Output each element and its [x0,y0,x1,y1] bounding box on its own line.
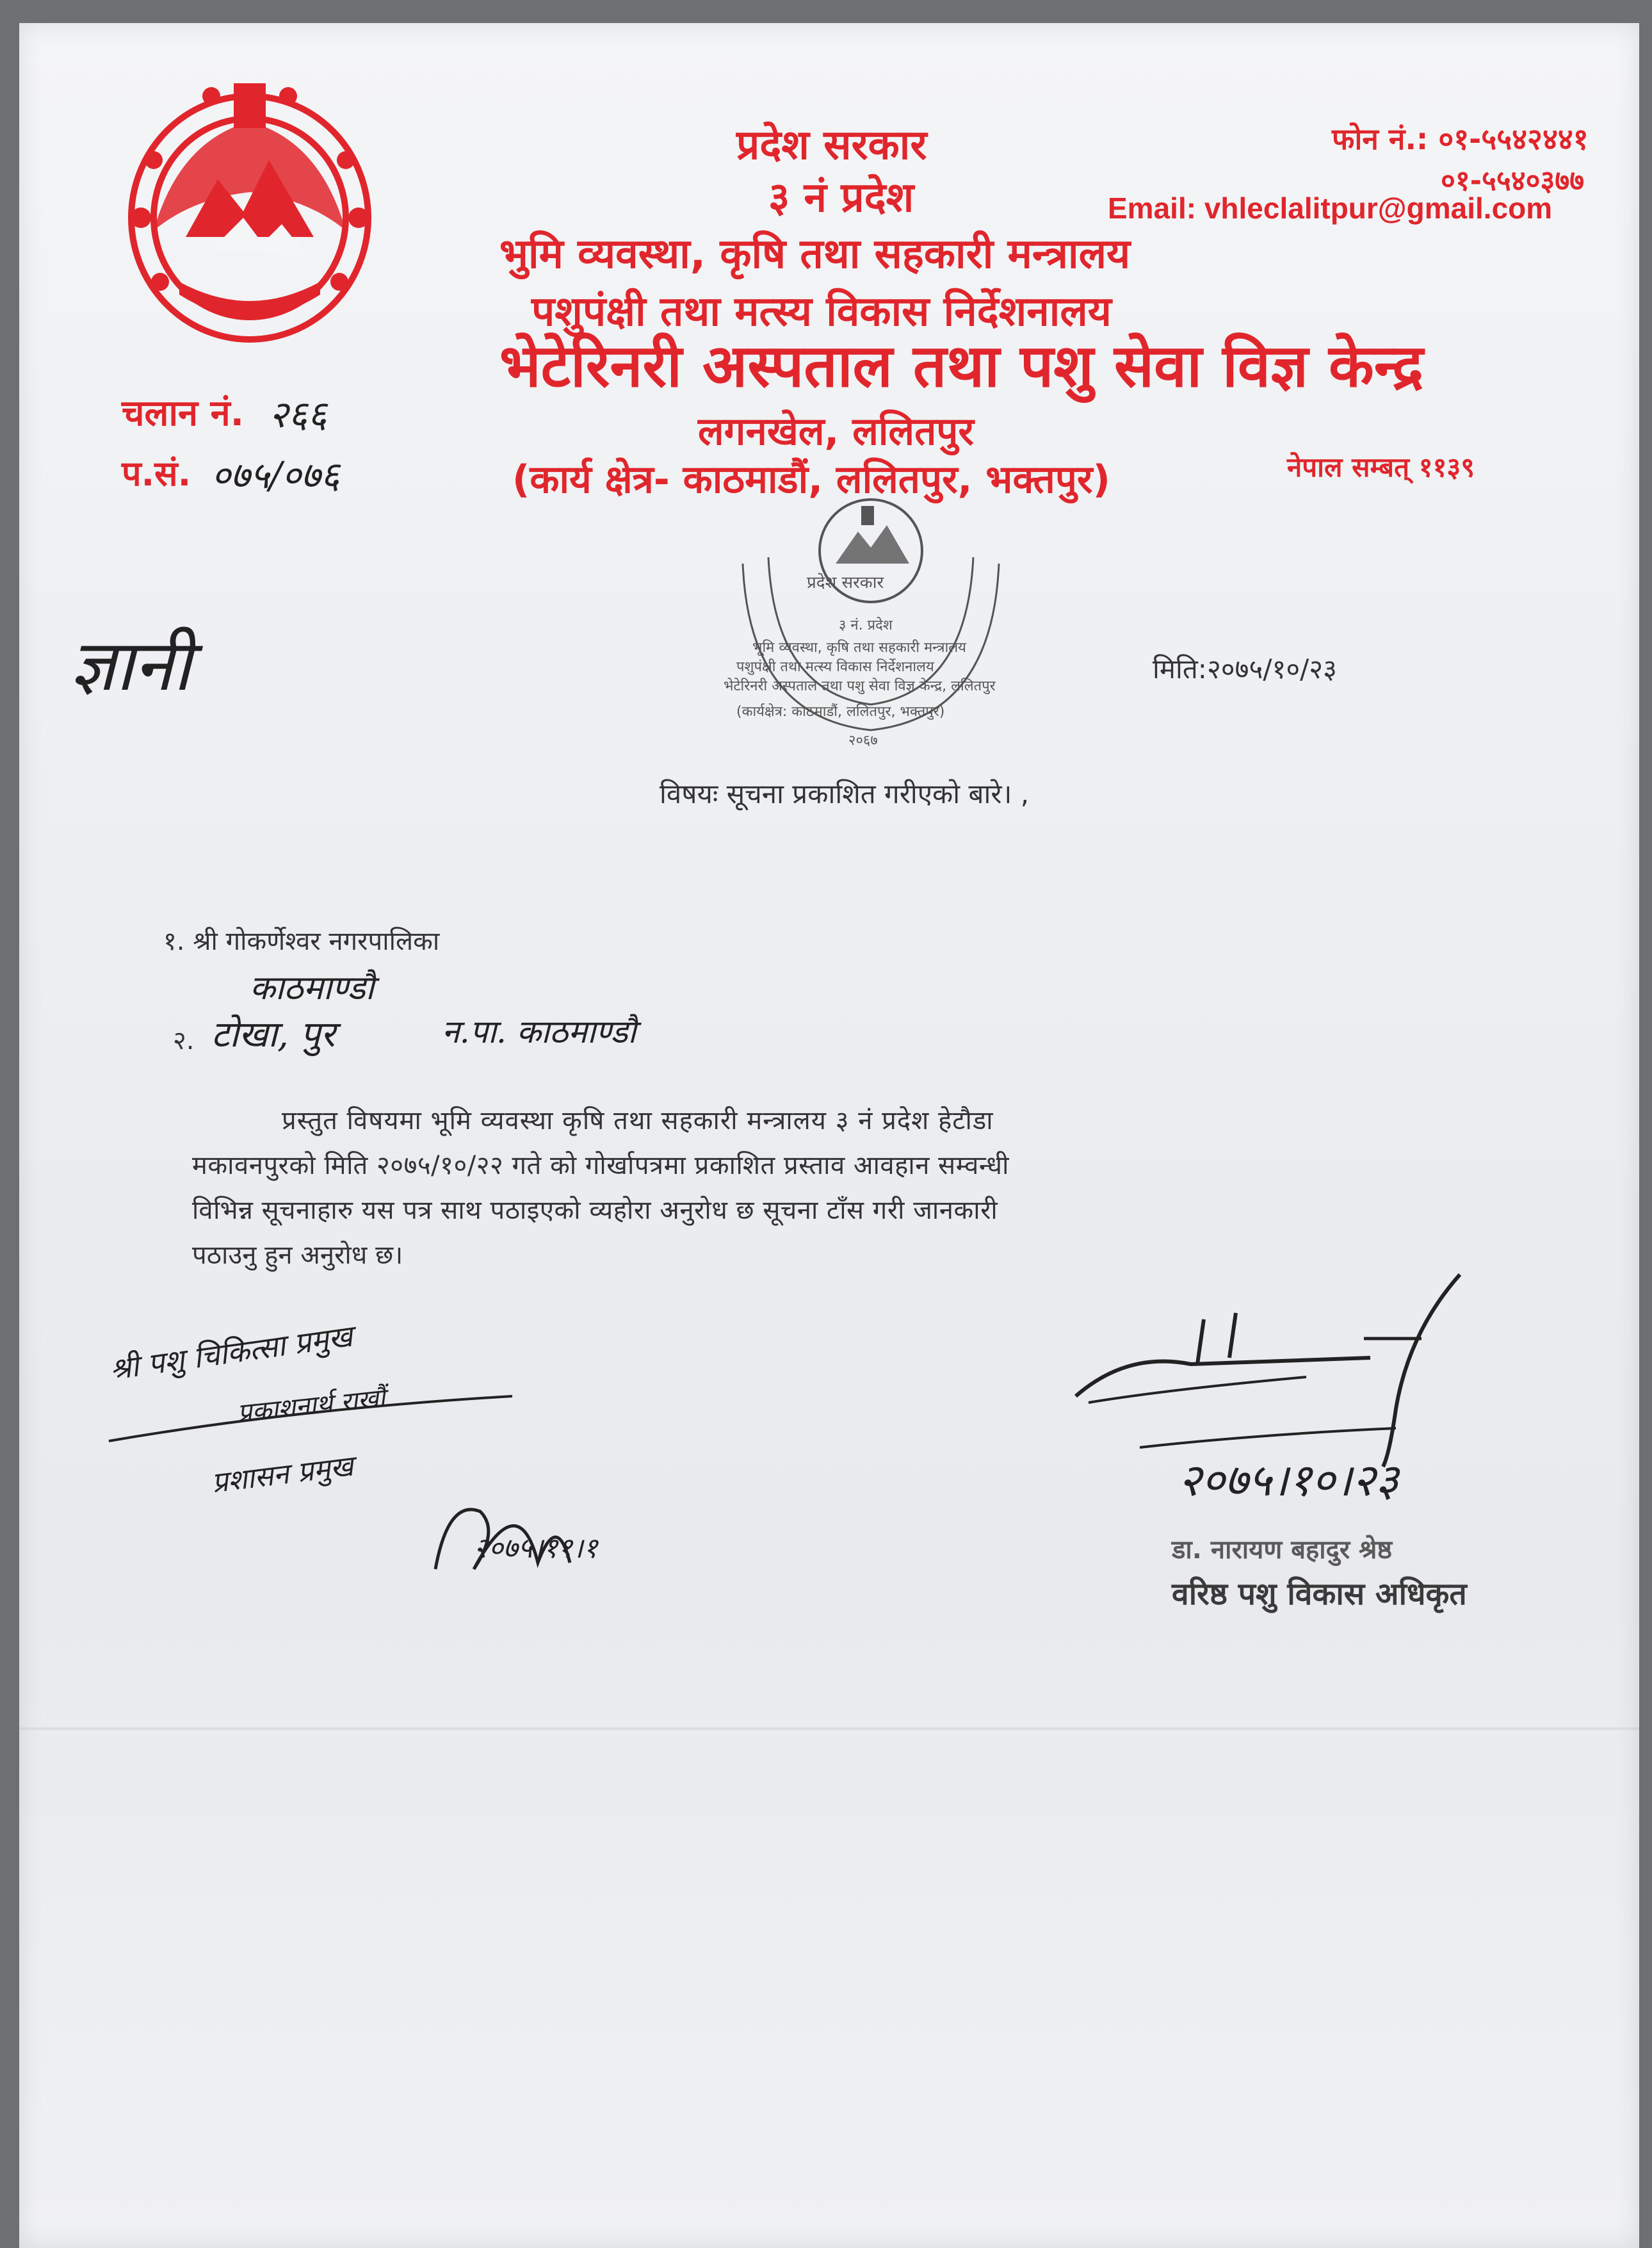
body-line-1: प्रस्तुत विषयमा भूमि व्यवस्था कृषि तथा सहकारी मन्त्रालय ३ नं प्रदेश हेटौडा [282,1106,994,1136]
signatory-title: वरिष्ठ पशु विकास अधिकृत [1172,1576,1467,1612]
recipient-2-handwritten: टोखा, पुर [211,1014,336,1055]
stamp-line-2: ३ नं. प्रदेश [839,617,893,633]
header-line-ministry: भुमि व्यवस्था, कृषि तथा सहकारी मन्त्रालय [499,231,1131,278]
initial-signature: ज्ञानी [70,624,191,706]
nepal-sambat: नेपाल सम्बत् ११३९ [1287,452,1475,483]
stamp-line-5: भेटेरिनरी अस्पताल तथा पशु सेवा विज्ञ केन्द्र, ललितपुर [724,678,996,694]
stamp-line-6: (कार्यक्षेत्र: काठमाडौं, ललितपुर, भक्तपुर) [736,704,945,720]
margin-note-date: २०७५।११।१ [474,1532,598,1565]
signature-date: २०७५।१०।२३ [1178,1454,1399,1506]
body-line-3: विभिन्न सूचनाहारु यस पत्र साथ पठाइएको व्यहोरा अनुरोध छ सूचना टाँस गरी जानकारी [192,1196,998,1225]
header-line-work-area: (कार्य क्षेत्र- काठमाडौं, ललितपुर, भक्तपुर) [512,457,1110,502]
header-line-province-govt: प्रदेश सरकार [736,122,927,169]
officer-signature-icon [1063,1268,1479,1473]
body-line-2: मकावनपुरको मिति २०७५/१०/२२ गते को गोर्खापत्रमा प्रकाशित प्रस्ताव आवहान सम्वन्धी [192,1151,1009,1180]
margin-note-2: प्रकाशनार्थ राखौं [236,1383,387,1428]
header-line-province-no: ३ नं प्रदेश [768,174,914,222]
recipient-1-handwritten: काठमाण्डौ [250,969,375,1007]
nepal-emblem-icon [115,70,384,352]
header-line-office-name: भेटेरिनरी अस्पताल तथा पशु सेवा विज्ञ केन्द्र [499,332,1424,400]
email-address: Email: vhleclalitpur@gmail.com [1108,191,1553,225]
stamp-top-text: प्रदेश सरकार [807,573,884,592]
stamp-line-4: पशुपंक्षी तथा मत्स्य विकास निर्देशनालय [736,659,934,675]
phone-number: फोन नं.: ०१-५५४२४४१ [1332,122,1589,156]
recipient-2-handwritten-2: न.पा. काठमाण्डौ [442,1013,636,1050]
body-line-4: पठाउनु हुन अनुरोध छ। [192,1241,403,1270]
margin-note-1: श्री पशु चिकित्सा प्रमुख [108,1318,355,1387]
margin-note-3: प्रशासन प्रमुख [210,1449,355,1500]
pasa-label: प.सं. [122,453,191,494]
subject-line: विषयः सूचना प्रकाशित गरीएको बारे। , [660,778,1030,810]
chalan-label: चलान नं. [122,393,244,434]
header-line-address: लगनखेल, ललितपुर [698,409,974,454]
stamp-line-7: २०६७ [848,733,878,749]
letter-date: मिति:२०७५/१०/२३ [1153,653,1337,685]
paper-fold [19,1727,1639,1731]
pasa-number: ०७५/०७६ [211,453,340,497]
recipient-2-number: २. [173,1026,195,1055]
chalan-number: २६६ [269,393,327,436]
signatory-name: डा. नारायण बहादुर श्रेष्ठ [1172,1535,1393,1565]
header-line-directorate: पशुपंक्षी तथा मत्स्य विकास निर्देशनालय [531,288,1112,336]
phone-number-2: ०१-५५४०३७७ [1441,165,1585,197]
recipient-1: १. श्री गोकर्णेश्वर नगरपालिका [163,927,440,956]
stamp-line-3: भूमि व्यवस्था, कृषि तथा सहकारी मन्त्रालय [752,640,966,656]
